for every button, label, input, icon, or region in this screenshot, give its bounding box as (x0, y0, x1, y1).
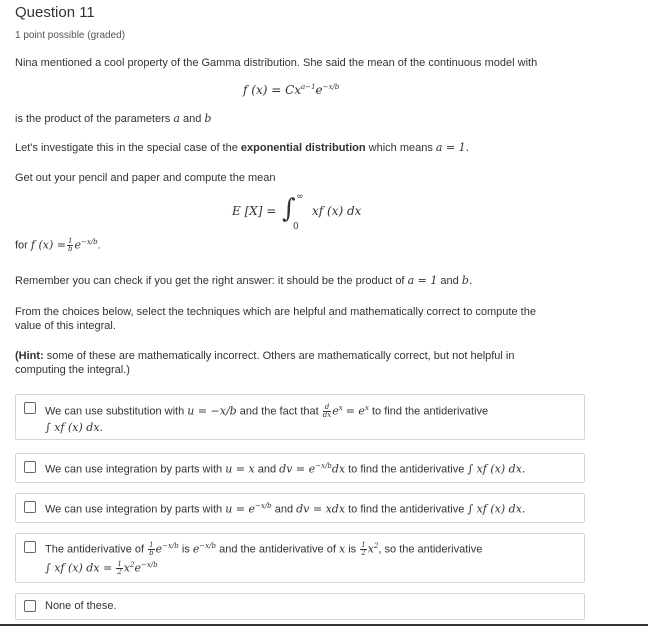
choices-instruction-line2: value of this integral. (15, 320, 116, 332)
choice-label: We can use integration by parts with $u = e^{-x/b}$ and dv = xdx to find the antiderivative ∫ xf (x) dx. (45, 502, 526, 516)
gamma-formula: f $(x) = Cx^{a-1}e^{-x/b}$ (243, 83, 340, 97)
choice-checkbox[interactable] (24, 461, 36, 473)
choice-substitution[interactable] (15, 394, 585, 440)
points-label: 1 point possible (graded) (15, 30, 126, 41)
for-formula: for f (x) = $\frac{1}{b}$ $e^{-x/b}$. (15, 237, 101, 254)
choice-label: We can use substitution with u = −x/b and the fact that $\frac{d}{dx}$ $e^x = e^x$ to find the antiderivative (45, 403, 489, 420)
choice-label-line2: ∫ xf (x) dx = $\frac{1}{2}$ $x^2e^{-x/b}$ (45, 560, 158, 577)
choice-label: None of these. (45, 600, 117, 612)
hint-line2: computing the integral.) (15, 364, 130, 376)
choice-label-line2: ∫ xf (x) dx. (45, 421, 104, 434)
get-out-text: Get out your pencil and paper and compute the mean (15, 172, 276, 184)
choice-antiderivative[interactable] (15, 533, 585, 583)
investigate-text: Let's investigate this in the special case of the exponential distribution which means a = 1. (15, 141, 470, 154)
choice-checkbox[interactable] (24, 501, 36, 513)
mean-formula: E [X] = ∫ ∞ 0 xf (x) dx (232, 192, 362, 232)
choice-checkbox[interactable] (24, 541, 36, 553)
choice-label: The antiderivative of $\frac{1}{b}$ $e^{-x/b}$ is $e^{-x/b}$ and the antiderivative of x is $\frac{1}{2}$ $x^2$, so the antiderivative (45, 541, 483, 558)
intro-text: Nina mentioned a cool property of the Gamma distribution. She said the mean of the continuous model with (15, 57, 538, 69)
choices-instruction-line1: From the choices below, select the techniques which are helpful and mathematically correct to compute the (15, 306, 536, 318)
hint-line1: (Hint: some of these are mathematically incorrect. Others are mathematically correct, but not helpful in (15, 350, 515, 362)
choice-parts-u-x[interactable] (15, 453, 585, 483)
choice-parts-u-exp[interactable] (15, 493, 585, 523)
choice-none[interactable] (15, 593, 585, 620)
product-text: is the product of the parameters a and b (15, 112, 212, 125)
remember-text: Remember you can check if you get the right answer: it should be the product of a = 1 and b. (15, 274, 473, 287)
question-title: Question 11 (15, 4, 95, 21)
choice-checkbox[interactable] (24, 402, 36, 414)
choice-checkbox[interactable] (24, 600, 36, 612)
choice-label: We can use integration by parts with u = x and dv = $e^{-x/b}dx$ to find the antiderivative ∫ xf (x) dx. (45, 462, 526, 476)
